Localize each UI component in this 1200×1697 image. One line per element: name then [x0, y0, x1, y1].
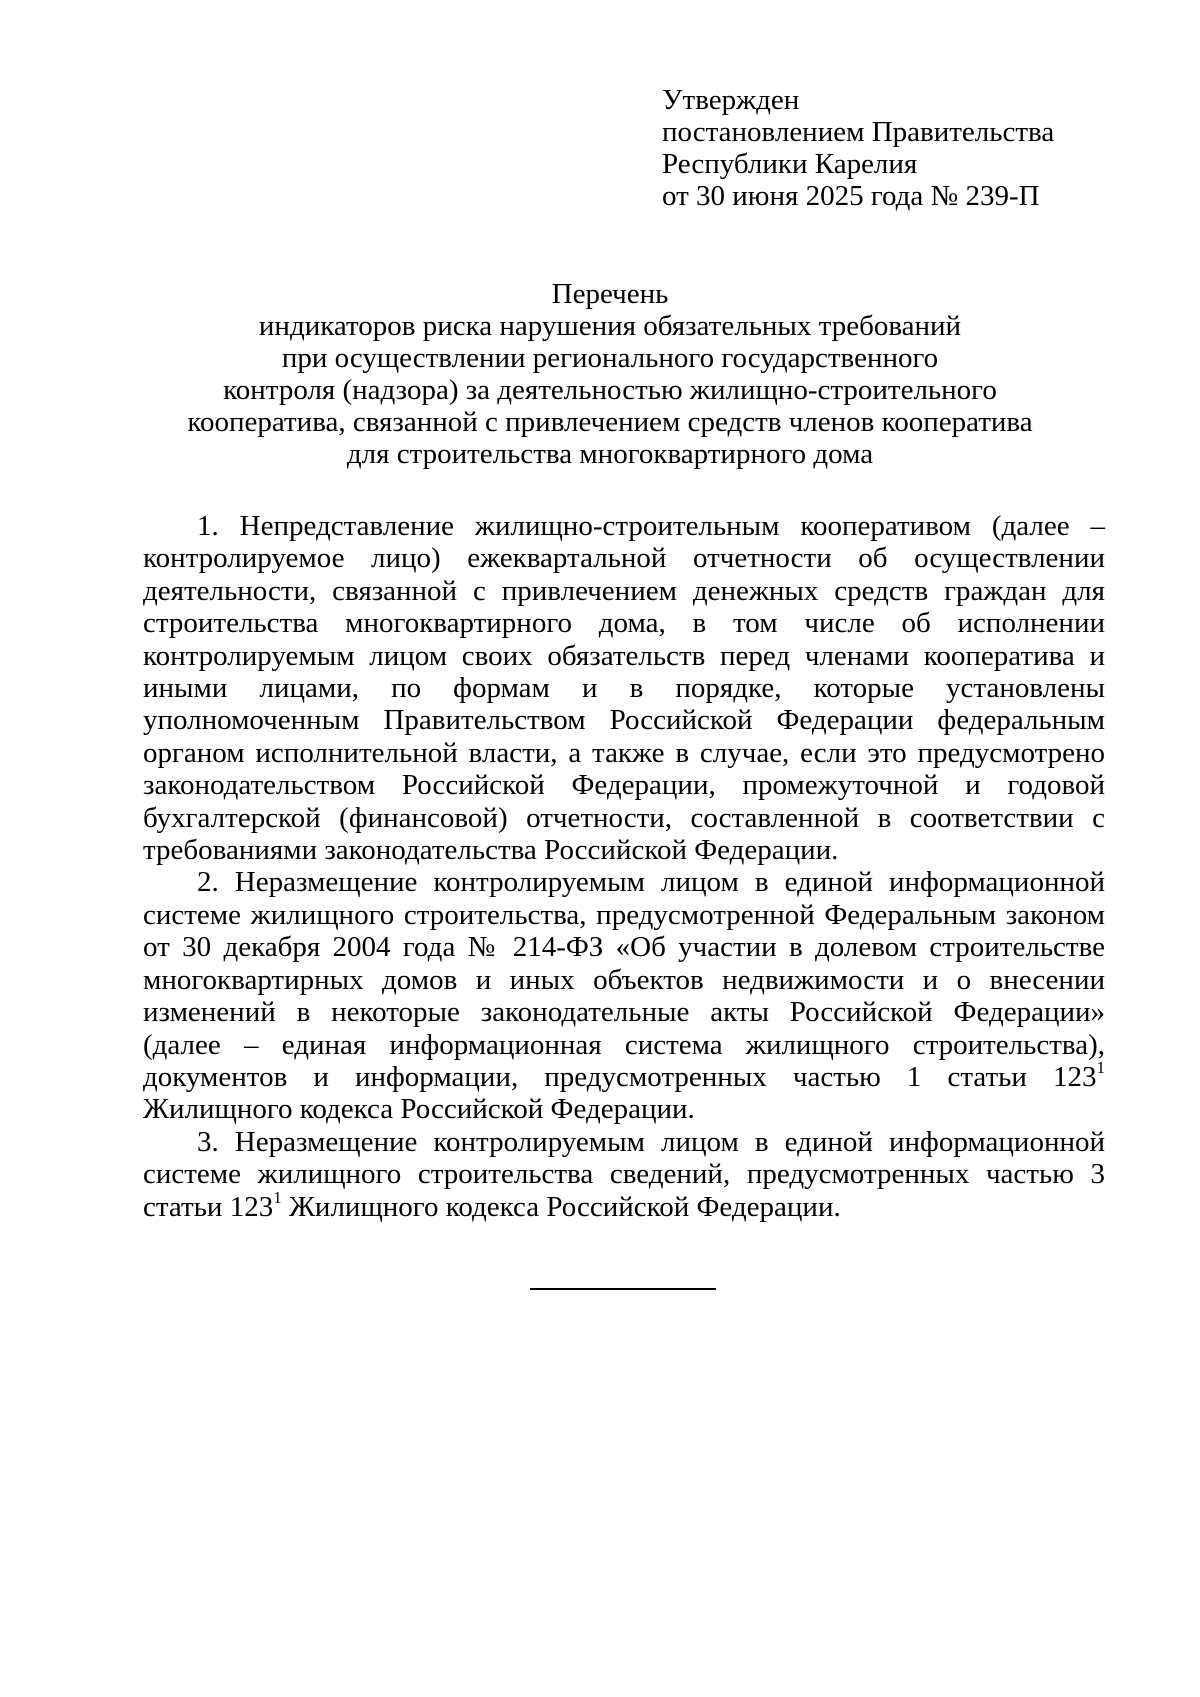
end-separator-line — [530, 1288, 716, 1290]
title-heading: Перечень — [551, 278, 669, 310]
approval-line-date-number: от 30 июня 2025 года № 239-П — [662, 180, 1040, 212]
indicators-list — [143, 510, 1105, 1223]
title-line: контроля (надзора) за деятельностью жилищно-строительного — [223, 374, 997, 406]
document-title — [130, 278, 1090, 470]
title-line: при осуществлении регионального государственного — [281, 342, 939, 374]
list-item-3 — [143, 1126, 1105, 1223]
list-item-2-text: 2. Неразмещение контролируемым лицом в единой информационной системе жилищного строительства, предусмотренной Федеральным законом от 30 декабря 2004 года № 214-ФЗ «Об участии в долевом строительстве многоквартирных домов и иных объектов недвижимости и о внесении изменений в некоторые законодательные акты Российской Федерации» (далее – единая информационная система жилищного строительства), документов и информации, предусмотренных частью 1 статьи 123 — [143, 866, 1105, 1093]
article-superscript: 1 — [273, 1187, 282, 1207]
approval-line-resolution: постановлением Правительства — [662, 116, 1055, 148]
approval-line-approved: Утвержден — [662, 84, 800, 116]
approval-stamp — [662, 84, 1054, 212]
list-item-2 — [143, 866, 1105, 1125]
approval-line-republic: Республики Карелия — [662, 148, 918, 180]
list-item-3-text: 3. Неразмещение контролируемым лицом в единой информационной системе жилищного строительства сведений, предусмотренных частью 3 статьи 123 — [143, 1125, 1105, 1223]
article-superscript: 1 — [1096, 1058, 1105, 1078]
list-item-3-text-end: Жилищного кодекса Российской Федерации. — [281, 1190, 841, 1223]
title-line: кооператива, связанной с привлечением средств членов кооператива — [187, 406, 1033, 438]
title-line: индикаторов риска нарушения обязательных требований — [258, 310, 962, 342]
title-line: для строительства многоквартирного дома — [346, 438, 874, 470]
list-item-2-text-end: Жилищного кодекса Российской Федерации. — [143, 1093, 695, 1126]
list-item-1: 1. Непредставление жилищно-строительным кооперативом (далее – контролируемое лицо) ежеквартальной отчетности об осуществлении деятельности, связанной с привлечением денежных средств граждан для строительства многоквартирного дома, в том числе об исполнении контролируемым лицом своих обязательств перед членами кооператива и иными лицами, по формам и в порядке, которые установлены уполномоченным Правительством Российской Федерации федеральным органом исполнительной власти, а также в случае, если это предусмотрено законодательством Российской Федерации, промежуточной и годовой бухгалтерской (финансовой) отчетности, составленной в соответствии с требованиями законодательства Российской Федерации. — [143, 510, 1105, 867]
